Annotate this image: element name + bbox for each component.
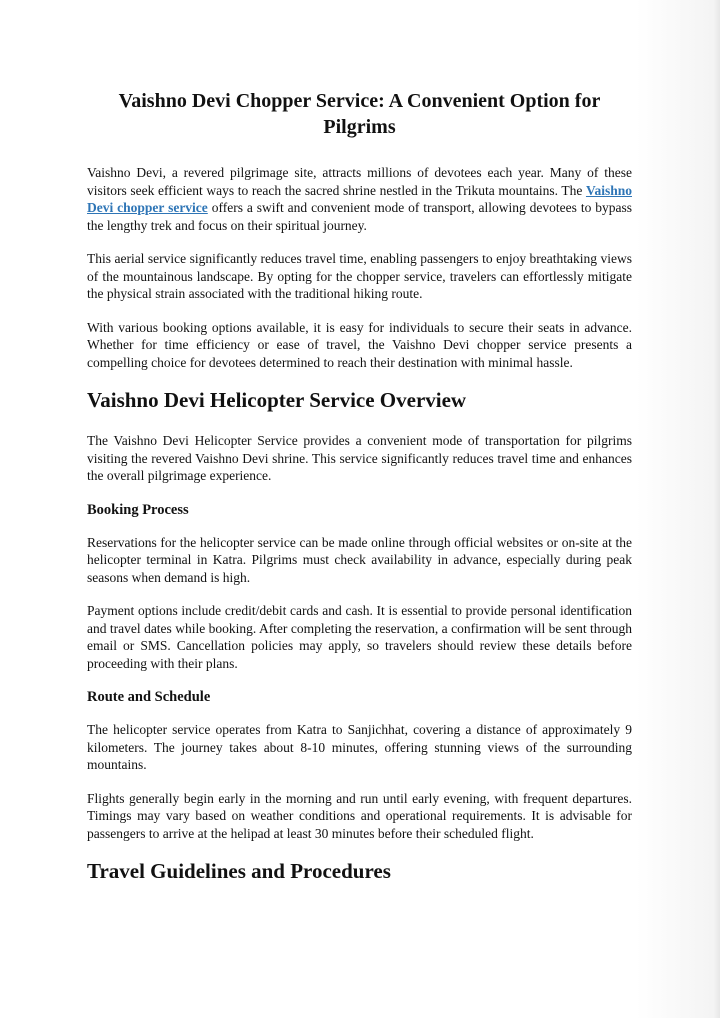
chopper-service-link[interactable]: Vaishno Devi chopper service: [87, 182, 632, 215]
overview-heading: Vaishno Devi Helicopter Service Overview: [87, 388, 467, 412]
route-heading: Route and Schedule: [87, 689, 211, 705]
guidelines-heading: Travel Guidelines and Procedures: [87, 859, 391, 883]
document-title: Vaishno Devi Chopper Service: A Convenient Option for Pilgrims: [118, 90, 601, 138]
intro-paragraph-1: [87, 164, 632, 234]
intro-p1-text-after: offers a swift and convenient mode of transport, allowing devotees to bypass the lengthy trek and focus on their spiritual journey.: [87, 200, 632, 233]
overview-paragraph: The Vaishno Devi Helicopter Service provides a convenient mode of transportation for pilgrims visiting the revered Vaishno Devi shrine. This service significantly reduces travel time and enhances the overall pilgrimage experience.: [87, 433, 632, 483]
page-edge-shadow: [636, 0, 720, 1018]
intro-paragraph-2: This aerial service significantly reduces travel time, enabling passengers to enjoy breathtaking views of the mountainous landscape. By opting for the chopper service, travelers can effortlessly mitigate the physical strain associated with the traditional hiking route.: [87, 251, 632, 301]
booking-paragraph-2: Payment options include credit/debit cards and cash. It is essential to provide personal identification and travel dates while booking. After completing the reservation, a confirmation will be sent through email or SMS. Cancellation policies may apply, so travelers should review these details before proceeding with their plans.: [87, 603, 632, 671]
intro-p1-text-before: Vaishno Devi, a revered pilgrimage site, attracts millions of devotees each year. Many of these visitors seek efficient ways to reach the sacred shrine nestled in the Trikuta mountains. The: [87, 165, 632, 198]
intro-paragraph-3: With various booking options available, it is easy for individuals to secure their seats in advance. Whether for time efficiency or ease of travel, the Vaishno Devi chopper service presents a compelling choice for devotees determined to reach their destination with minimal hassle.: [87, 319, 632, 370]
route-paragraph-1: The helicopter service operates from Katra to Sanjichhat, covering a distance of approximately 9 kilometers. The journey takes about 8-10 minutes, offering stunning views of the surrounding mountains.: [87, 722, 632, 772]
document-content: [87, 88, 632, 903]
booking-paragraph-1: Reservations for the helicopter service can be made online through official websites or on-site at the helicopter terminal in Katra. Pilgrims must check availability in advance, especially during peak seasons when demand is high.: [87, 534, 632, 585]
booking-heading: Booking Process: [87, 501, 189, 518]
route-paragraph-2: Flights generally begin early in the morning and run until early evening, with frequent departures. Timings may vary based on weather conditions and operational requirements. It is advisable for passengers to arrive at the helipad at least 30 minutes before their scheduled flight.: [87, 790, 632, 841]
